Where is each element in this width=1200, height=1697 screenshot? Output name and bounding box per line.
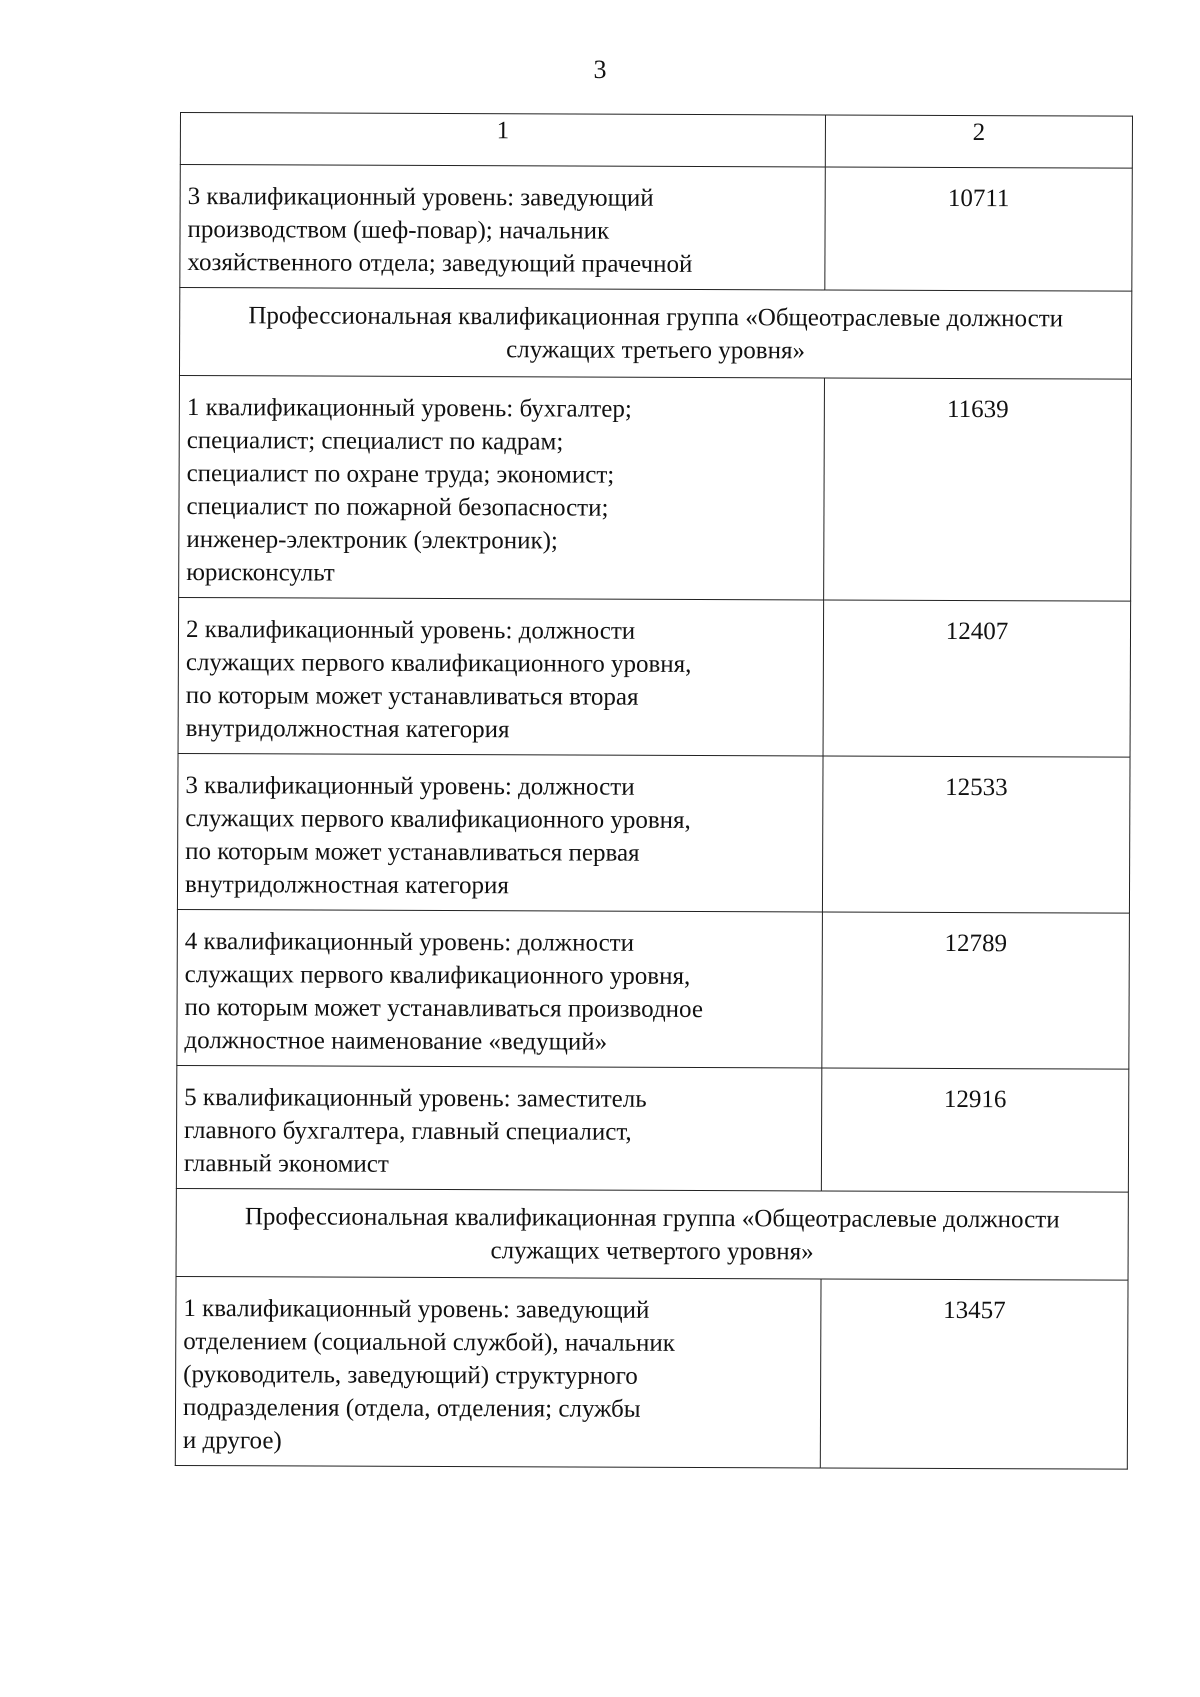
header-cell-col1: 1 xyxy=(180,113,825,167)
level-description-line: специалист; специалист по кадрам; xyxy=(186,427,564,456)
level-description-line: служащих первого квалификационного уровня, xyxy=(184,961,691,990)
page-number: 3 xyxy=(593,55,607,84)
salary-value: 13457 xyxy=(820,1279,1128,1469)
level-description-line: 1 квалификационный уровень: бухгалтер; xyxy=(186,394,632,423)
table-row xyxy=(177,753,1130,913)
table-row xyxy=(179,375,1132,601)
level-description-line: по которым может устанавливаться вторая xyxy=(185,682,639,711)
salary-value: 11639 xyxy=(824,378,1132,601)
level-description-line: хозяйственного отдела; заведующий прачечной xyxy=(187,249,693,278)
group-heading-line: Профессиональная квалификационная группа «Общеотраслевые должности xyxy=(244,1203,1060,1234)
level-description-line: производством (шеф-повар); начальник xyxy=(187,216,610,245)
level-description xyxy=(179,375,825,599)
group-heading-line: Профессиональная квалификационная группа «Общеотраслевые должности xyxy=(248,302,1064,333)
qualification-table xyxy=(175,112,1133,1470)
level-description xyxy=(180,165,825,290)
level-description-line: главного бухгалтера, главный специалист, xyxy=(184,1117,632,1146)
table-row xyxy=(175,1276,1128,1469)
group-heading-row xyxy=(179,288,1131,380)
level-description-line: должностное наименование «ведущий» xyxy=(184,1027,608,1056)
level-description-line: 4 квалификационный уровень: должности xyxy=(184,928,635,957)
table-row xyxy=(180,165,1132,292)
level-description-line: подразделения (отдела, отделения; службы xyxy=(182,1394,641,1423)
level-description-line: отделением (социальной службой), начальник xyxy=(183,1328,676,1357)
level-description-line: внутридолжностная категория xyxy=(184,871,510,900)
group-heading-line: служащих четвертого уровня» xyxy=(490,1237,814,1266)
level-description-line: главный экономист xyxy=(183,1150,389,1178)
group-heading xyxy=(176,1188,1128,1280)
level-description-line: специалист по пожарной безопасности; xyxy=(186,493,609,522)
header-cell-col2: 2 xyxy=(825,115,1132,168)
table-row xyxy=(178,597,1131,757)
level-description xyxy=(175,1276,821,1467)
level-description xyxy=(178,597,824,755)
level-description-line: 1 квалификационный уровень: заведующий xyxy=(183,1295,650,1324)
table-body xyxy=(175,113,1132,1470)
salary-value: 10711 xyxy=(825,167,1132,291)
group-heading-line: служащих третьего уровня» xyxy=(506,336,806,365)
level-description-line: служащих первого квалификационного уровня, xyxy=(185,805,691,834)
level-description-line: (руководитель, заведующий) структурного xyxy=(183,1361,638,1390)
level-description-line: инженер-электроник (электроник); xyxy=(186,526,558,555)
level-description-line: специалист по охране труда; экономист; xyxy=(186,460,615,489)
table-row xyxy=(176,1065,1128,1192)
salary-value: 12789 xyxy=(822,912,1130,1069)
level-description-line: 3 квалификационный уровень: заведующий xyxy=(187,183,654,212)
salary-value: 12407 xyxy=(823,600,1131,757)
group-heading xyxy=(179,288,1131,380)
level-description xyxy=(177,909,823,1067)
level-description-line: по которым может устанавливаться производное xyxy=(184,994,704,1024)
level-description-line: внутридолжностная категория xyxy=(185,715,510,744)
level-description-line: 3 квалификационный уровень: должности xyxy=(185,772,635,801)
level-description-line: юрисконсульт xyxy=(186,559,335,587)
level-description xyxy=(176,1065,821,1190)
salary-value: 12916 xyxy=(821,1068,1128,1192)
level-description-line: 5 квалификационный уровень: заместитель xyxy=(184,1084,647,1113)
table-row xyxy=(177,909,1130,1069)
level-description-line: служащих первого квалификационного уровня, xyxy=(185,649,692,678)
level-description-line: по которым может устанавливаться первая xyxy=(185,838,640,867)
level-description-line: и другое) xyxy=(182,1427,282,1455)
table-header-row xyxy=(180,113,1132,169)
salary-value: 12533 xyxy=(822,756,1130,913)
level-description xyxy=(177,753,823,911)
level-description-line: 2 квалификационный уровень: должности xyxy=(185,616,636,645)
group-heading-row xyxy=(176,1188,1128,1280)
